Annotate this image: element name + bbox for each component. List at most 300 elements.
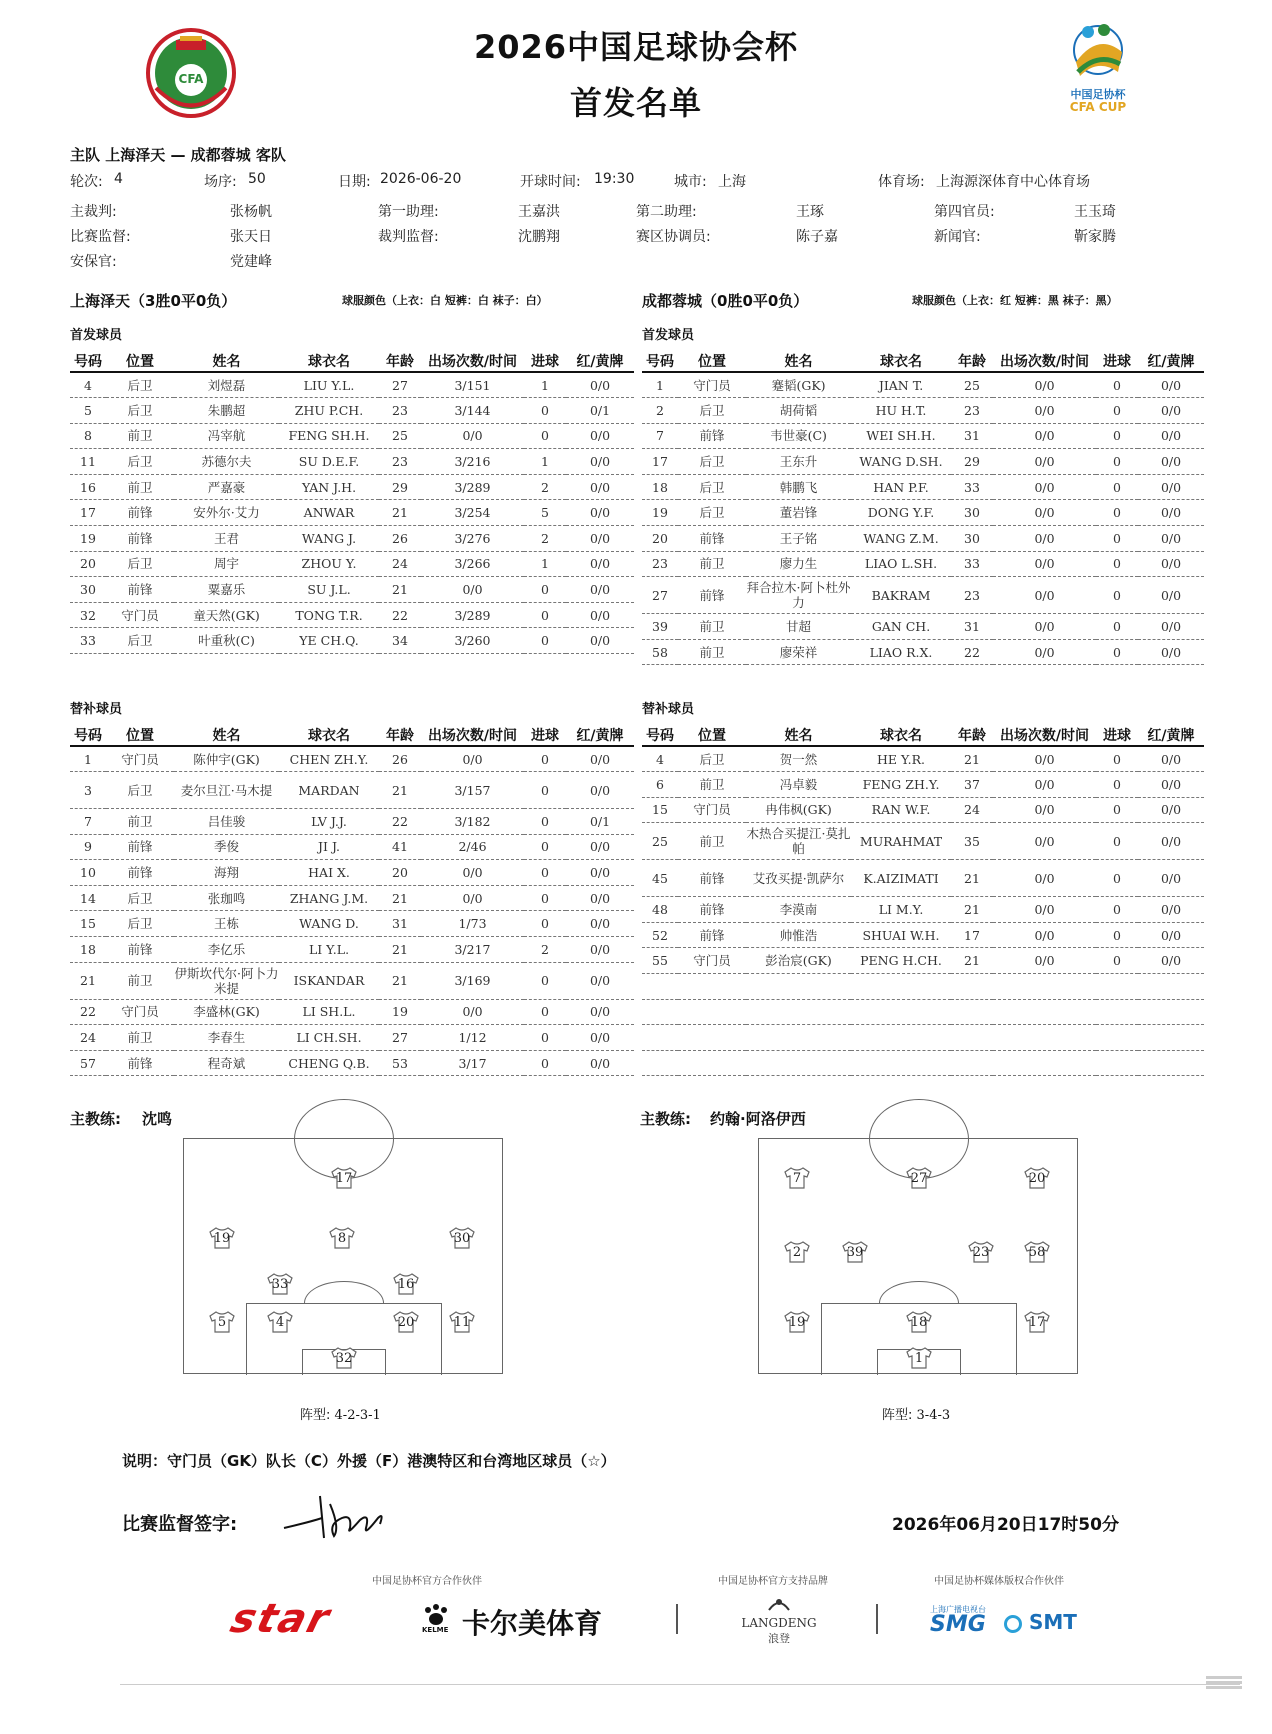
table-cell: 前锋 <box>106 834 174 860</box>
table-cell: SHUAI W.H. <box>851 922 951 948</box>
table-cell: 21 <box>379 772 421 809</box>
formation-value: 4-2-3-1 <box>334 1408 381 1423</box>
col-header: 出场次数/时间 <box>993 350 1096 372</box>
table-cell: 27 <box>379 1025 421 1051</box>
table-cell: 木热合买提江·莫扎帕 <box>746 823 851 860</box>
official-value: 陈子嘉 <box>796 229 838 245</box>
away-starters-label: 首发球员 <box>642 328 695 343</box>
table-cell: 后卫 <box>106 885 174 911</box>
table-cell <box>1096 999 1138 1025</box>
table-cell <box>642 1050 678 1076</box>
signature-timestamp: 2026年06月20日17时50分 <box>892 1515 1119 1535</box>
table-cell <box>1138 1050 1204 1076</box>
table-cell: 0/0 <box>993 449 1096 475</box>
table-cell: 前锋 <box>678 577 746 614</box>
table-cell: DONG Y.F. <box>851 500 951 526</box>
table-cell: 22 <box>70 999 106 1025</box>
table-cell: 守门员 <box>106 746 174 772</box>
table-cell: 王君 <box>174 526 279 552</box>
table-cell: 23 <box>951 398 993 424</box>
table-cell: 2 <box>524 937 566 963</box>
table-cell: SU D.E.F. <box>279 449 379 475</box>
table-cell: 3/276 <box>421 526 524 552</box>
table-cell: 21 <box>379 937 421 963</box>
table-row <box>70 577 634 603</box>
table-cell <box>1096 974 1138 1000</box>
col-header: 位置 <box>106 350 174 372</box>
table-row <box>70 809 634 835</box>
table-cell: 前锋 <box>678 897 746 923</box>
player-number: 58 <box>1028 1245 1046 1260</box>
official-label: 第一助理: <box>378 204 439 220</box>
table-cell: 18 <box>70 937 106 963</box>
table-cell: 2 <box>524 526 566 552</box>
table-cell: 0 <box>1096 746 1138 772</box>
table-cell: 0/0 <box>421 860 524 886</box>
table-row <box>642 897 1204 923</box>
table-cell: 朱鹏超 <box>174 398 279 424</box>
table-cell: LIAO R.X. <box>851 639 951 665</box>
table-row <box>70 602 634 628</box>
table-cell: 前卫 <box>106 474 174 500</box>
col-header: 红/黄牌 <box>1138 724 1204 746</box>
table-row <box>70 474 634 500</box>
col-header: 球衣名 <box>851 724 951 746</box>
table-cell: 后卫 <box>678 449 746 475</box>
player-number: 16 <box>397 1277 415 1292</box>
player-shirt-icon <box>330 1167 358 1189</box>
player-number: 7 <box>792 1171 802 1186</box>
table-cell: RAN W.F. <box>851 797 951 823</box>
table-cell: HAI X. <box>279 860 379 886</box>
col-header: 年龄 <box>951 724 993 746</box>
langdeng-sponsor-logo <box>724 1596 834 1648</box>
table-cell: 20 <box>379 860 421 886</box>
col-header: 出场次数/时间 <box>421 350 524 372</box>
col-header: 位置 <box>106 724 174 746</box>
table-cell: ISKANDAR <box>279 962 379 999</box>
table-cell: 0/0 <box>566 474 634 500</box>
city-label: 城市: <box>674 174 707 190</box>
cfa-cup-logo-en: CFA CUP <box>1069 100 1127 114</box>
table-cell: 0 <box>1096 823 1138 860</box>
table-cell: CHENG Q.B. <box>279 1050 379 1076</box>
table-cell: 22 <box>379 602 421 628</box>
table-cell: 30 <box>70 577 106 603</box>
formation-label: 阵型: <box>300 1408 331 1423</box>
player-shirt-icon <box>266 1311 294 1333</box>
table-cell: 0/0 <box>1138 449 1204 475</box>
table-cell: 拜合拉木·阿卜杜外力 <box>746 577 851 614</box>
table-cell: 后卫 <box>106 911 174 937</box>
table-cell: 艾孜买提·凯萨尔 <box>746 860 851 897</box>
player-number: 5 <box>217 1315 227 1330</box>
table-row <box>642 860 1204 897</box>
table-cell: 守门员 <box>106 999 174 1025</box>
cfa-logo-text: CFA <box>178 72 204 86</box>
table-cell: LV J.J. <box>279 809 379 835</box>
cfa-cup-logo-cn: 中国足协杯 <box>1070 88 1126 101</box>
table-cell: 0 <box>524 860 566 886</box>
col-header: 位置 <box>678 350 746 372</box>
table-cell: 21 <box>951 897 993 923</box>
page-title: 2026中国足球协会杯 <box>473 28 799 66</box>
player-number: 19 <box>788 1315 806 1330</box>
divider <box>676 1604 678 1634</box>
page-subtitle: 首发名单 <box>569 84 702 122</box>
home-coach-name: 沈鸣 <box>142 1110 173 1128</box>
col-header: 进球 <box>1096 724 1138 746</box>
signature-label: 比赛监督签字: <box>122 1514 238 1535</box>
star-sponsor-logo: star <box>225 1596 336 1642</box>
table-cell <box>851 1050 951 1076</box>
player-number: 2 <box>792 1245 802 1260</box>
table-cell <box>678 1050 746 1076</box>
table-cell <box>851 1025 951 1051</box>
table-cell: 0 <box>1096 423 1138 449</box>
table-cell: 3 <box>70 772 106 809</box>
table-cell: 19 <box>70 526 106 552</box>
table-row <box>642 551 1204 577</box>
table-cell: 0 <box>524 746 566 772</box>
table-cell: 0 <box>1096 500 1138 526</box>
official-label: 裁判监督: <box>378 229 439 245</box>
table-cell: 0/0 <box>566 937 634 963</box>
table-cell: 2 <box>642 398 678 424</box>
player-number: 27 <box>910 1171 928 1186</box>
player-shirt-icon <box>905 1311 933 1333</box>
table-cell: 前锋 <box>106 500 174 526</box>
table-header-row <box>70 350 634 372</box>
col-header: 年龄 <box>379 350 421 372</box>
table-cell: 胡荷韬 <box>746 398 851 424</box>
divider <box>876 1604 878 1634</box>
table-cell: LIAO L.SH. <box>851 551 951 577</box>
table-cell: HAN P.F. <box>851 474 951 500</box>
table-cell: 廖力生 <box>746 551 851 577</box>
table-cell: 0 <box>1096 948 1138 974</box>
table-cell: 0/0 <box>1138 948 1204 974</box>
table-cell: 前卫 <box>678 823 746 860</box>
table-cell: 张珈鸣 <box>174 885 279 911</box>
table-row <box>70 398 634 424</box>
table-cell: 韦世豪(C) <box>746 423 851 449</box>
table-cell: 0/0 <box>566 860 634 886</box>
table-cell: 17 <box>642 449 678 475</box>
player-number: 11 <box>453 1315 471 1330</box>
player-shirt-icon <box>208 1311 236 1333</box>
official-label: 安保官: <box>70 254 117 270</box>
table-cell: 0/0 <box>993 746 1096 772</box>
table-cell: 韩鹏飞 <box>746 474 851 500</box>
home-formation-pitch <box>183 1138 503 1374</box>
table-cell: 前锋 <box>678 423 746 449</box>
col-header: 进球 <box>524 724 566 746</box>
table-cell: 前卫 <box>678 551 746 577</box>
table-row <box>70 885 634 911</box>
table-cell: 1/73 <box>421 911 524 937</box>
table-cell: 0/0 <box>993 948 1096 974</box>
col-header: 号码 <box>70 724 106 746</box>
table-cell: LIU Y.L. <box>279 372 379 398</box>
langdeng-en: LANGDENG <box>741 1616 817 1630</box>
table-cell: 0/0 <box>1138 500 1204 526</box>
table-cell: SU J.L. <box>279 577 379 603</box>
table-cell: 守门员 <box>678 797 746 823</box>
table-cell: 14 <box>70 885 106 911</box>
table-cell <box>993 999 1096 1025</box>
table-cell: 前卫 <box>678 614 746 640</box>
formation-value: 3-4-3 <box>916 1408 951 1423</box>
kickoff-label: 开球时间: <box>520 174 581 190</box>
table-cell: 7 <box>70 809 106 835</box>
table-cell: ZHANG J.M. <box>279 885 379 911</box>
table-cell: 0/0 <box>993 577 1096 614</box>
table-row <box>642 823 1204 860</box>
table-cell: 0/0 <box>566 628 634 654</box>
smt-sponsor-logo <box>1004 1610 1077 1634</box>
table-cell <box>746 999 851 1025</box>
home-formation <box>300 1404 381 1423</box>
table-cell: WANG D. <box>279 911 379 937</box>
table-cell: 蹇韬(GK) <box>746 372 851 398</box>
player-number: 1 <box>914 1351 924 1366</box>
table-row <box>70 962 634 999</box>
player-shirt-icon <box>448 1227 476 1249</box>
table-header-row <box>642 724 1204 746</box>
table-cell: 前锋 <box>106 860 174 886</box>
table-cell: 海翔 <box>174 860 279 886</box>
table-cell: 21 <box>951 948 993 974</box>
table-cell: ZHOU Y. <box>279 551 379 577</box>
table-cell: 37 <box>951 772 993 798</box>
table-cell: WEI SH.H. <box>851 423 951 449</box>
player-shirt-icon <box>841 1241 869 1263</box>
table-cell <box>1138 1025 1204 1051</box>
table-cell: JI J. <box>279 834 379 860</box>
table-header-row <box>70 724 634 746</box>
table-cell <box>1096 1050 1138 1076</box>
col-header: 号码 <box>70 350 106 372</box>
table-cell: 0/0 <box>566 372 634 398</box>
player-number: 19 <box>213 1231 231 1246</box>
table-cell: 21 <box>951 860 993 897</box>
table-cell: 前锋 <box>678 526 746 552</box>
away-coach-label: 主教练: <box>640 1110 691 1128</box>
table-cell: 童天然(GK) <box>174 602 279 628</box>
table-row <box>642 500 1204 526</box>
table-cell: 李春生 <box>174 1025 279 1051</box>
round-value: 4 <box>114 171 123 187</box>
table-cell: 35 <box>951 823 993 860</box>
table-cell: 冉伟枫(GK) <box>746 797 851 823</box>
official-value: 王玉琦 <box>1074 204 1116 220</box>
table-cell: 3/289 <box>421 474 524 500</box>
table-cell: 0 <box>1096 922 1138 948</box>
table-cell: 0 <box>1096 860 1138 897</box>
table-cell: 7 <box>642 423 678 449</box>
table-cell: 18 <box>642 474 678 500</box>
langdeng-cn: 浪登 <box>768 1632 790 1645</box>
table-cell: 3/254 <box>421 500 524 526</box>
table-cell: 0/0 <box>566 602 634 628</box>
table-cell: 李亿乐 <box>174 937 279 963</box>
table-cell: 20 <box>70 551 106 577</box>
table-cell: 程奇斌 <box>174 1050 279 1076</box>
player-shirt-icon <box>1023 1241 1051 1263</box>
table-cell: 26 <box>379 526 421 552</box>
table-row <box>642 398 1204 424</box>
table-cell <box>951 974 993 1000</box>
table-cell: 30 <box>951 526 993 552</box>
table-cell: 0/0 <box>1138 823 1204 860</box>
table-row <box>70 1050 634 1076</box>
table-cell: 0/0 <box>566 449 634 475</box>
table-cell: 4 <box>70 372 106 398</box>
home-subs-label: 替补球员 <box>70 702 123 717</box>
table-cell: 0/0 <box>1138 746 1204 772</box>
teams-line: 主队 上海泽天 — 成都蓉城 客队 <box>70 146 286 164</box>
table-cell: 0/0 <box>1138 797 1204 823</box>
table-cell: WANG J. <box>279 526 379 552</box>
table-cell: 严嘉豪 <box>174 474 279 500</box>
table-cell: 前卫 <box>678 639 746 665</box>
table-cell: 李盛林(GK) <box>174 999 279 1025</box>
table-cell: 0/0 <box>566 577 634 603</box>
player-shirt-icon <box>967 1241 995 1263</box>
table-cell: 前锋 <box>106 937 174 963</box>
away-team-name: 成都蓉城（0胜0平0负） <box>642 292 809 310</box>
player-shirt-icon <box>783 1241 811 1263</box>
player-number: 23 <box>972 1245 990 1260</box>
table-cell: 24 <box>951 797 993 823</box>
table-cell: 3/17 <box>421 1050 524 1076</box>
player-shirt-icon <box>330 1347 358 1369</box>
table-cell: 前锋 <box>678 922 746 948</box>
player-shirt-icon <box>1023 1167 1051 1189</box>
sponsor-label: 中国足协杯官方合作伙伴 <box>372 1576 482 1587</box>
player-number: 17 <box>1028 1315 1046 1330</box>
table-cell: 守门员 <box>678 372 746 398</box>
table-cell: 3/266 <box>421 551 524 577</box>
table-cell: 0 <box>1096 797 1138 823</box>
table-cell: 0 <box>1096 398 1138 424</box>
col-header: 球衣名 <box>279 724 379 746</box>
official-label: 比赛监督: <box>70 229 131 245</box>
table-cell: 董岩锋 <box>746 500 851 526</box>
table-cell: 0/0 <box>421 423 524 449</box>
table-cell: FENG ZH.Y. <box>851 772 951 798</box>
table-cell: 0/0 <box>566 834 634 860</box>
table-cell: 甘超 <box>746 614 851 640</box>
formation-label: 阵型: <box>882 1408 913 1423</box>
kelme-sponsor-name: 卡尔美体育 <box>462 1607 603 1640</box>
table-row <box>642 772 1204 798</box>
table-cell <box>642 974 678 1000</box>
table-cell: 21 <box>379 885 421 911</box>
smt-icon <box>1004 1615 1022 1633</box>
away-subs-label: 替补球员 <box>642 702 695 717</box>
table-cell: 3/217 <box>421 937 524 963</box>
col-header: 年龄 <box>379 724 421 746</box>
table-cell: 冯宰航 <box>174 423 279 449</box>
table-cell: 0/0 <box>993 772 1096 798</box>
player-number: 30 <box>453 1231 471 1246</box>
table-row <box>70 628 634 654</box>
table-cell: 2/46 <box>421 834 524 860</box>
table-cell: 0/0 <box>993 614 1096 640</box>
table-cell: 1 <box>524 551 566 577</box>
table-cell: 3/216 <box>421 449 524 475</box>
home-coach-label: 主教练: <box>70 1110 121 1128</box>
table-row <box>70 746 634 772</box>
table-cell: JIAN T. <box>851 372 951 398</box>
official-value: 王琢 <box>796 204 824 220</box>
kickoff-value: 19:30 <box>594 171 635 187</box>
table-cell: 0/0 <box>993 372 1096 398</box>
table-row <box>642 797 1204 823</box>
table-cell <box>951 1025 993 1051</box>
col-header: 姓名 <box>746 350 851 372</box>
table-cell: 15 <box>642 797 678 823</box>
table-row <box>642 526 1204 552</box>
table-cell: 后卫 <box>106 398 174 424</box>
table-cell <box>678 1025 746 1051</box>
table-cell <box>746 1050 851 1076</box>
table-cell: YAN J.H. <box>279 474 379 500</box>
table-cell: 21 <box>70 962 106 999</box>
table-cell: 24 <box>70 1025 106 1051</box>
table-cell: 6 <box>642 772 678 798</box>
table-cell: 安外尔·艾力 <box>174 500 279 526</box>
table-row <box>642 449 1204 475</box>
table-cell: 9 <box>70 834 106 860</box>
player-shirt-icon <box>905 1347 933 1369</box>
table-row <box>70 860 634 886</box>
table-cell: MARDAN <box>279 772 379 809</box>
table-cell: 0/0 <box>993 922 1096 948</box>
smg-top-text: 上海广播电视台 <box>930 1605 986 1614</box>
table-cell <box>746 1025 851 1051</box>
player-shirt-icon <box>448 1311 476 1333</box>
kelme-sponsor-logo <box>422 1604 456 1638</box>
table-cell: 麦尔旦江·马木提 <box>174 772 279 809</box>
table-row <box>642 639 1204 665</box>
table-cell: 16 <box>70 474 106 500</box>
table-cell: 0 <box>1096 614 1138 640</box>
player-number: 8 <box>337 1231 347 1246</box>
table-cell: 0 <box>524 885 566 911</box>
col-header: 红/黄牌 <box>1138 350 1204 372</box>
table-cell: LI CH.SH. <box>279 1025 379 1051</box>
table-cell: 1 <box>70 746 106 772</box>
col-header: 姓名 <box>174 350 279 372</box>
table-row <box>70 1025 634 1051</box>
table-cell: 0/0 <box>1138 614 1204 640</box>
player-number: 20 <box>397 1315 415 1330</box>
table-cell: 30 <box>951 500 993 526</box>
table-row <box>70 772 634 809</box>
table-cell: 3/289 <box>421 602 524 628</box>
table-cell: 3/169 <box>421 962 524 999</box>
table-cell <box>1096 1025 1138 1051</box>
table-cell: 0 <box>524 1025 566 1051</box>
table-cell: 李漠南 <box>746 897 851 923</box>
player-shirt-icon <box>392 1311 420 1333</box>
table-cell: 11 <box>70 449 106 475</box>
table-cell: 57 <box>70 1050 106 1076</box>
empty-row <box>642 1050 1204 1076</box>
